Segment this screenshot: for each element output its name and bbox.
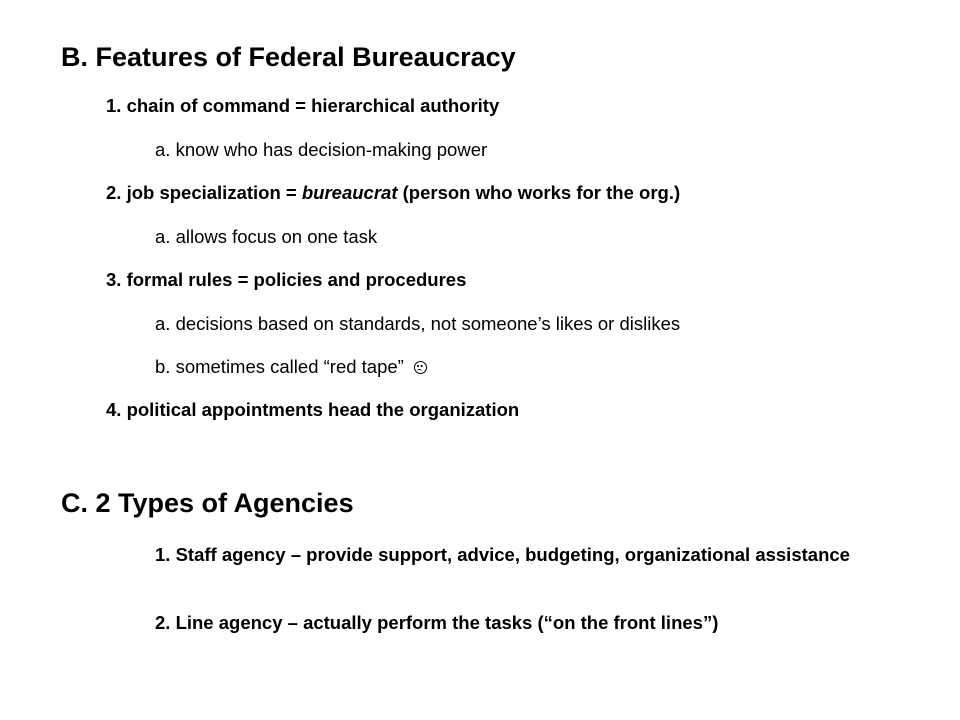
list-item-text: b. sometimes called “red tape” — [155, 356, 404, 377]
section-b-heading: B. Features of Federal Bureaucracy — [61, 42, 516, 72]
list-item: 1. chain of command = hierarchical authority — [106, 95, 500, 116]
list-item: 1. Staff agency – provide support, advice, budgeting, organizational assistance — [155, 544, 850, 565]
list-item — [155, 356, 427, 377]
list-item-emphasis: bureaucrat — [301, 182, 398, 203]
list-item-suffix: (person who works for the org.) — [397, 182, 681, 203]
list-item — [106, 182, 680, 203]
list-item: 4. political appointments head the organization — [106, 399, 520, 420]
section-c-heading: C. 2 Types of Agencies — [61, 488, 354, 518]
list-item: 2. Line agency – actually perform the tasks (“on the front lines”) — [155, 612, 719, 633]
list-item-prefix: 2. job specialization = — [106, 182, 302, 203]
list-item: a. know who has decision-making power — [155, 139, 488, 160]
frown-face-icon — [414, 361, 427, 374]
list-item: a. allows focus on one task — [155, 226, 378, 247]
list-item: 3. formal rules = policies and procedures — [106, 269, 467, 290]
list-item: a. decisions based on standards, not someone’s likes or dislikes — [155, 313, 681, 334]
